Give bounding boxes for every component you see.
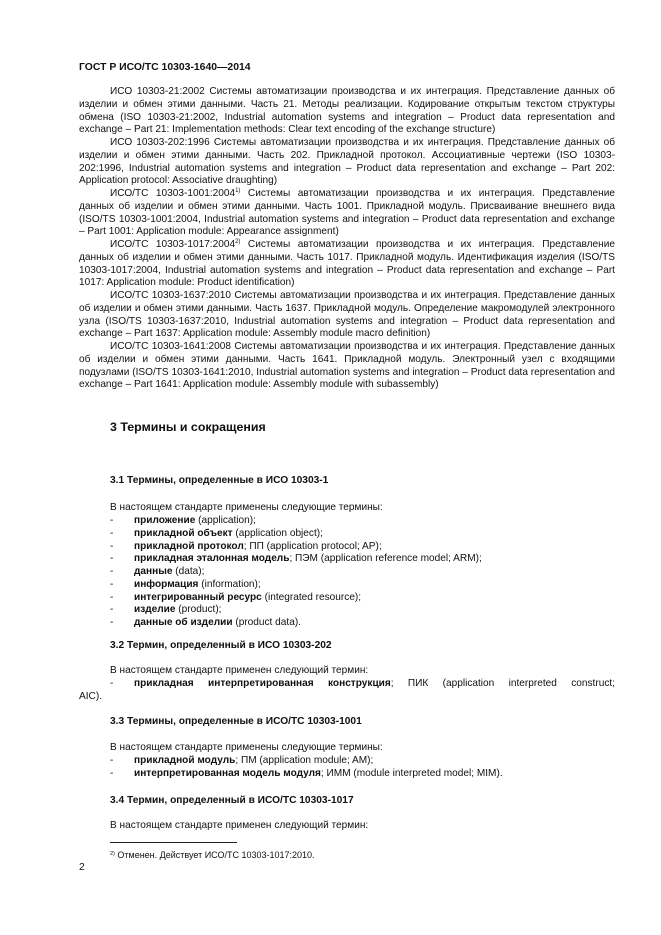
term-list xyxy=(110,678,615,691)
reference-item: ИСО 10303-21:2002 Системы автоматизации производства и их интеграция. Представление данных об изделии и обмен этими данными. Часть 21. Методы реализации. Кодирование открытым текстом структуры обмена (ISO 10303-21:2002, Industrial automation systems and integration – Product data representation and exchange – Part 21: Implementation methods: Clear text encoding of the exchange structure) xyxy=(79,86,615,136)
reference-item: ИСО/ТС 10303-1641:2008 Системы автоматизации производства и их интеграция. Представление данных об изделии и обмен этими данными. Часть 1641. Прикладной модуль. Электронный узел с входящими подузлами (ISO/TS 10303-1641:2010, Industrial automation systems and integration – Product data representation and exchange – Part 1641: Application module: Assembly module with subassembly) xyxy=(79,341,615,391)
footnote-divider xyxy=(110,842,237,843)
footnote-ref[interactable]: 1) xyxy=(235,188,241,194)
list-item-continuation: AIC). xyxy=(79,691,102,702)
list-item: - прикладной объект (application object); xyxy=(110,527,323,539)
subsection-title: 3.4 Термин, определенный в ИСО/ТС 10303-1017 xyxy=(110,795,354,806)
page-header: ГОСТ Р ИСО/ТС 10303-1640—2014 xyxy=(79,62,251,73)
reference-item: ИСО/ТС 10303-1001:2004$^{1)}$ Системы автоматизации производства и их интеграция. Представление данных об изделии и обмен этими данными. Часть 1001. Прикладной модуль. Присваивание внешнего вида (ISO/TS 10303-1001:2004, Industrial automation systems and integration – Product data representation and exchange – Part 1001: Application module: Appearance assignment) xyxy=(79,188,615,238)
term-list xyxy=(110,755,615,781)
list-item: - данные (data); xyxy=(110,566,205,577)
footnote: $^{2)}$ Отменен. Действует ИСО/ТС 10303-1017:2010. xyxy=(110,850,315,860)
list-item: - прикладной протокол; ПП (application protocol; AP); xyxy=(110,540,382,552)
list-item: - информация (information); xyxy=(110,578,261,590)
subsection-title: 3.2 Термин, определенный в ИСО 10303-202 xyxy=(110,640,332,651)
list-item: - прикладная интерпретированная конструкция; ПИК (application interpreted construct; xyxy=(110,678,615,689)
list-item: - данные об изделии (product data). xyxy=(110,617,301,628)
footnote-ref[interactable]: 2) xyxy=(235,239,241,245)
list-item: - приложение (application); xyxy=(110,515,256,526)
list-item: - интегрированный ресурс (integrated resource); xyxy=(110,591,362,603)
normative-references xyxy=(79,86,615,392)
subsection-intro: В настоящем стандарте применены следующие термины: xyxy=(110,742,383,753)
term-list xyxy=(110,515,615,630)
reference-item: ИСО/ТС 10303-1637:2010 Системы автоматизации производства и их интеграция. Представление данных об изделии и обмен этими данными. Часть 1637. Прикладной модуль. Определение макромодулей электронного узла (ISO/TS 10303-1637:2010, Industrial automation systems and integration – Product data representation and exchange – Part 1637: Application module: Assembly module macro definition) xyxy=(79,290,615,340)
subsection-title: 3.3 Термины, определенные в ИСО/ТС 10303-1001 xyxy=(110,716,362,727)
reference-item: ИСО 10303-202:1996 Системы автоматизации производства и их интеграция. Представление данных об изделии и обмен этими данными. Часть 202. Прикладной протокол. Ассоциативные чертежи (ISO 10303-202:1996, Industrial automation systems and integration – Product data representation and exchange – Part 202: Application protocol: Associative draughting) xyxy=(79,137,615,187)
section-title: 3 Термины и сокращения xyxy=(110,420,266,434)
subsection-intro: В настоящем стандарте применен следующий термин: xyxy=(110,820,369,831)
list-item: - прикладная эталонная модель; ПЭМ (application reference model; ARM); xyxy=(110,553,482,565)
page-number: 2 xyxy=(79,862,85,873)
list-item: - интерпретированная модель модуля; ИММ (module interpreted model; MIM). xyxy=(110,767,503,779)
subsection-intro: В настоящем стандарте применены следующие термины: xyxy=(110,502,383,513)
subsection-title: 3.1 Термины, определенные в ИСО 10303-1 xyxy=(110,475,329,486)
subsection-intro: В настоящем стандарте применен следующий термин: xyxy=(110,665,369,676)
list-item: - изделие (product); xyxy=(110,604,222,616)
reference-item: ИСО/ТС 10303-1017:2004$^{2)}$ Системы автоматизации производства и их интеграция. Представление данных об изделии и обмен этими данными. Часть 1017. Прикладной модуль. Идентификация изделия (ISO/TS 10303-1017:2004, Industrial automation systems and integration – Product data representation and exchange – Part 1017: Application module: Product identification) xyxy=(79,239,615,289)
list-item: - прикладной модуль; ПМ (application module; AM); xyxy=(110,755,374,766)
